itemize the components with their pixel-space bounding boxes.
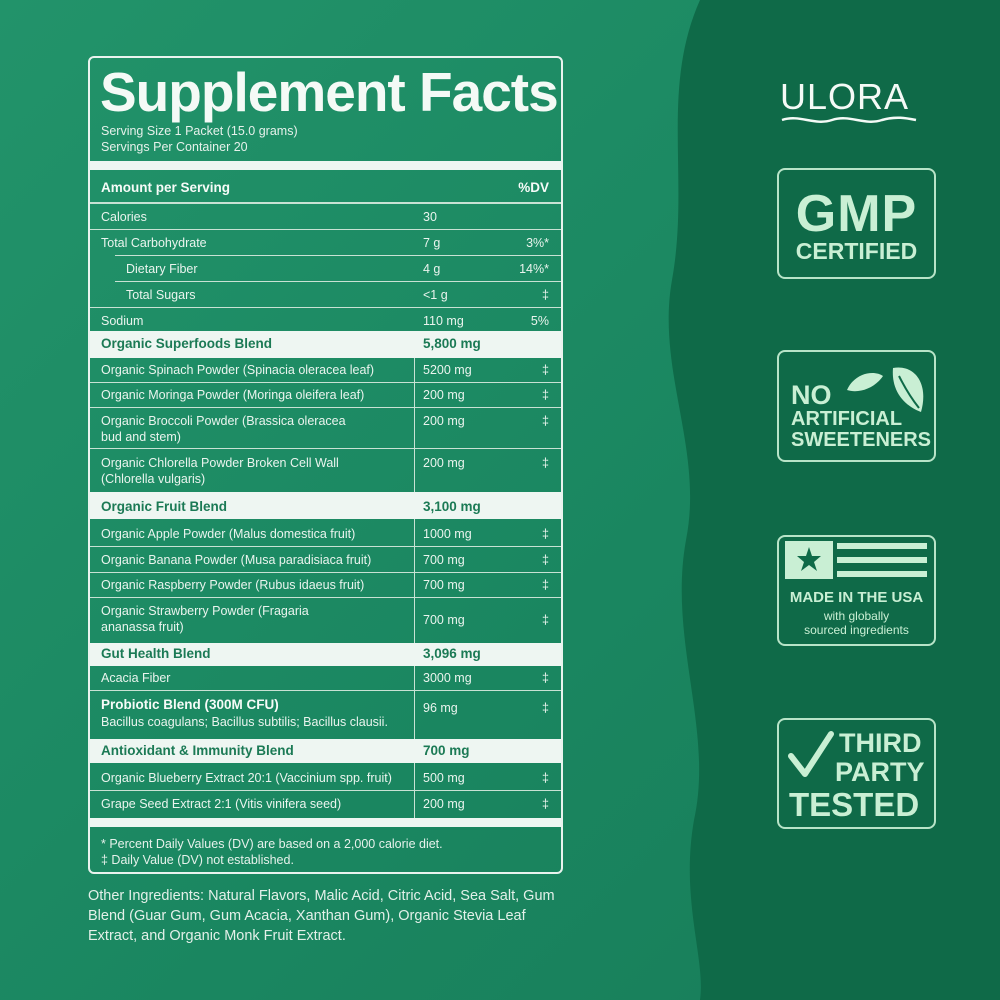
logo-wave-icon bbox=[780, 114, 920, 128]
serving-size: Serving Size 1 Packet (15.0 grams) bbox=[101, 124, 298, 138]
third-party-tested-badge bbox=[777, 718, 936, 829]
divider bbox=[90, 382, 561, 383]
badge-text: PARTY bbox=[835, 757, 925, 787]
ingredient-amount: 200 mg bbox=[423, 797, 465, 811]
ingredient-name: Organic Blueberry Extract 20:1 (Vaccinium spp. fruit) bbox=[101, 771, 392, 785]
ingredient-dv: ‡ bbox=[542, 414, 549, 428]
badge-text: THIRD bbox=[839, 728, 922, 758]
nutrient-dv: 14%* bbox=[519, 262, 549, 276]
blend-name: Gut Health Blend bbox=[101, 646, 211, 661]
blend-name: Organic Superfoods Blend bbox=[101, 336, 273, 351]
ingredient-amount: 200 mg bbox=[423, 456, 465, 470]
made-in-usa-badge bbox=[777, 535, 936, 646]
nutrient-name: Sodium bbox=[101, 314, 144, 328]
ingredient-name: Organic Raspberry Powder (Rubus idaeus fruit) bbox=[101, 578, 365, 592]
badge-text: sourced ingredients bbox=[804, 623, 909, 637]
ingredient-name: Organic Banana Powder (Musa paradisiaca fruit) bbox=[101, 553, 372, 567]
ingredient-dv: ‡ bbox=[542, 797, 549, 811]
nutrient-amount: 4 g bbox=[423, 262, 441, 276]
ingredient-dv: ‡ bbox=[542, 613, 549, 627]
nutrient-dv: 5% bbox=[530, 314, 549, 328]
divider bbox=[90, 546, 561, 547]
badge-text: GMP bbox=[795, 185, 918, 243]
panel-title: Supplement Facts bbox=[100, 61, 558, 123]
ingredient-amount: 500 mg bbox=[423, 771, 465, 785]
blend-amount: 5,800 mg bbox=[423, 336, 481, 351]
footnote-percent-dv: * Percent Daily Values (DV) are based on a 2,000 calorie diet. bbox=[101, 837, 443, 851]
thick-divider bbox=[90, 818, 561, 827]
divider bbox=[90, 202, 561, 204]
ingredient-amount: 3000 mg bbox=[423, 671, 472, 685]
flag-icon bbox=[783, 541, 930, 581]
divider bbox=[90, 407, 561, 408]
ingredient-name: Grape Seed Extract 2:1 (Vitis vinifera seed) bbox=[101, 797, 342, 811]
divider bbox=[90, 597, 561, 598]
badge-text: with globally bbox=[823, 609, 890, 623]
badge-text: ARTIFICIAL bbox=[791, 408, 903, 430]
badge-text: NO bbox=[791, 380, 832, 410]
column-divider bbox=[414, 666, 415, 739]
ingredient-dv: ‡ bbox=[542, 671, 549, 685]
divider bbox=[90, 229, 561, 230]
nutrient-name: Total Sugars bbox=[126, 288, 196, 302]
blend-name: Organic Fruit Blend bbox=[101, 499, 228, 514]
ingredient-dv: ‡ bbox=[542, 701, 549, 715]
ingredient-name: Organic Strawberry Powder (Fragaria ananassa fruit) bbox=[101, 604, 309, 634]
divider bbox=[115, 255, 563, 256]
ingredient-name: Organic Spinach Powder (Spinacia oleracea leaf) bbox=[101, 363, 375, 377]
probiotic-name: Probiotic Blend (300M CFU) bbox=[101, 697, 279, 712]
amount-header: Amount per Serving bbox=[101, 180, 231, 195]
ingredient-dv: ‡ bbox=[542, 456, 549, 470]
blend-name: Antioxidant & Immunity Blend bbox=[101, 743, 294, 758]
ingredient-name: Organic Chlorella Powder Broken Cell Wall (Chlorella vulgaris) bbox=[101, 456, 339, 486]
badge-text: SWEETENERS bbox=[791, 429, 932, 451]
nutrient-amount: 7 g bbox=[423, 236, 441, 250]
badge-text: TESTED bbox=[789, 786, 920, 823]
divider bbox=[90, 307, 561, 308]
ingredient-amount: 96 mg bbox=[423, 701, 458, 715]
ingredient-dv: ‡ bbox=[542, 527, 549, 541]
brand-logo: ULORA bbox=[780, 76, 910, 117]
column-divider bbox=[414, 358, 415, 492]
ingredient-name: Organic Moringa Powder (Moringa oleifera leaf) bbox=[101, 388, 365, 402]
nutrient-name: Total Carbohydrate bbox=[101, 236, 207, 250]
gmp-certified-badge bbox=[777, 168, 936, 279]
divider bbox=[90, 448, 561, 449]
ingredient-name: Organic Apple Powder (Malus domestica fruit) bbox=[101, 527, 356, 541]
blend-amount: 3,100 mg bbox=[423, 499, 481, 514]
ingredient-dv: ‡ bbox=[542, 363, 549, 377]
badge-text: MADE IN THE USA bbox=[789, 589, 924, 606]
ingredient-amount: 1000 mg bbox=[423, 527, 472, 541]
ingredient-amount: 700 mg bbox=[423, 553, 465, 567]
nutrient-dv: ‡ bbox=[542, 288, 549, 302]
badge-text: CERTIFIED bbox=[795, 238, 918, 264]
nutrient-dv: 3%* bbox=[526, 236, 549, 250]
nutrient-amount: 30 bbox=[423, 210, 437, 224]
ingredient-amount: 200 mg bbox=[423, 388, 465, 402]
column-divider bbox=[414, 519, 415, 643]
thick-divider bbox=[90, 161, 561, 170]
no-artificial-sweeteners-badge bbox=[777, 350, 936, 462]
supplement-facts-panel bbox=[88, 56, 563, 874]
divider bbox=[90, 690, 561, 691]
blend-amount: 3,096 mg bbox=[423, 646, 481, 661]
ingredient-dv: ‡ bbox=[542, 771, 549, 785]
servings-per-container: Servings Per Container 20 bbox=[101, 140, 248, 154]
ingredient-amount: 700 mg bbox=[423, 613, 465, 627]
divider bbox=[115, 281, 563, 282]
checkmark-icon bbox=[787, 730, 835, 782]
dv-header: %DV bbox=[518, 180, 549, 195]
leaf-icon bbox=[841, 362, 931, 418]
nutrient-amount: 110 mg bbox=[423, 314, 464, 328]
ingredient-amount: 700 mg bbox=[423, 578, 465, 592]
other-ingredients: Other Ingredients: Natural Flavors, Malic Acid, Citric Acid, Sea Salt, Gum Blend (Guar Gum, Gum Acacia, Xanthan Gum), Organic Stevia Leaf Extract, and Organic Monk Fruit Extract. bbox=[88, 888, 555, 944]
ingredient-dv: ‡ bbox=[542, 553, 549, 567]
divider bbox=[90, 790, 561, 791]
probiotic-strains: Bacillus coagulans; Bacillus subtilis; Bacillus clausii. bbox=[101, 715, 388, 729]
footnote-dv-not-established: ‡ Daily Value (DV) not established. bbox=[101, 853, 294, 867]
ingredient-dv: ‡ bbox=[542, 578, 549, 592]
ingredient-dv: ‡ bbox=[542, 388, 549, 402]
ingredient-amount: 200 mg bbox=[423, 414, 465, 428]
ingredient-name: Acacia Fiber bbox=[101, 671, 171, 685]
divider bbox=[90, 572, 561, 573]
ingredient-amount: 5200 mg bbox=[423, 363, 472, 377]
nutrient-name: Calories bbox=[101, 210, 147, 224]
nutrient-name: Dietary Fiber bbox=[126, 262, 198, 276]
ingredient-name: Organic Broccoli Powder (Brassica oleracea bud and stem) bbox=[101, 414, 346, 444]
nutrient-amount: <1 g bbox=[423, 288, 448, 302]
blend-amount: 700 mg bbox=[423, 743, 470, 758]
